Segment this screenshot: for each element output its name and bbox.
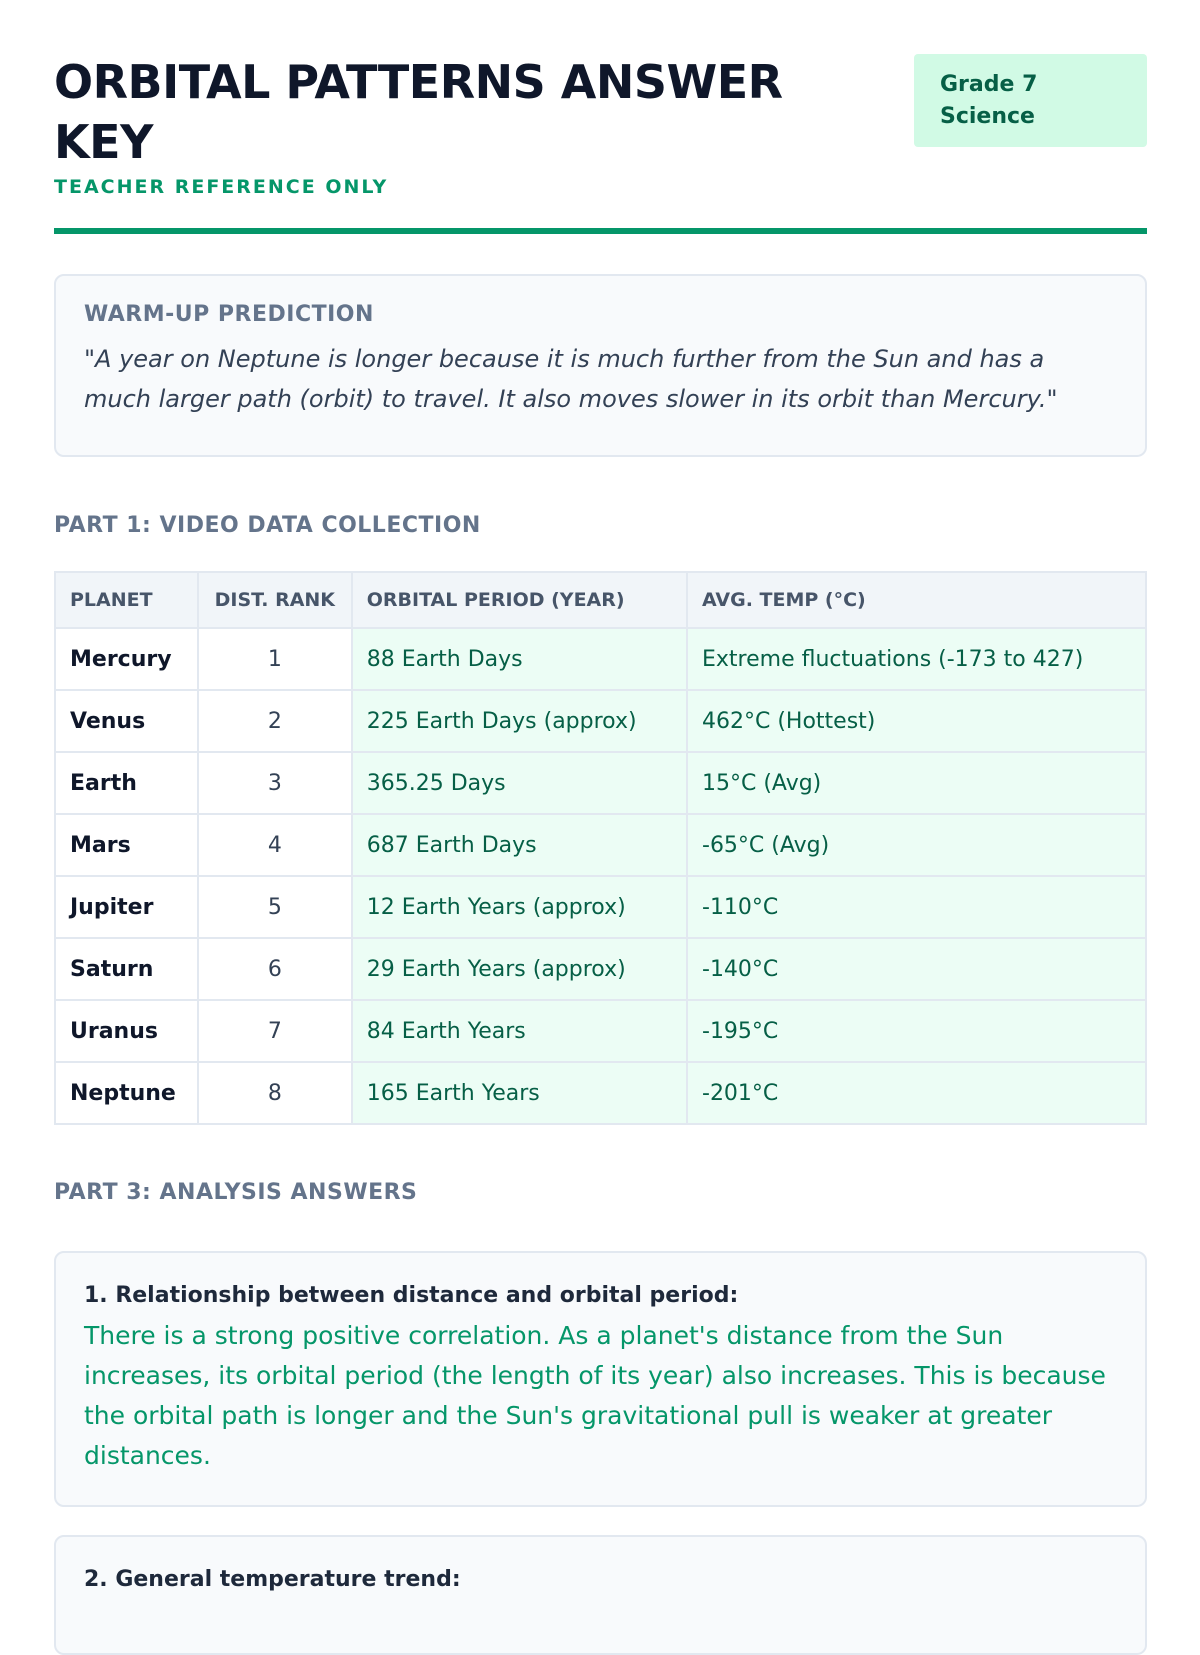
question-2-label: 2. General temperature trend: xyxy=(84,1567,461,1592)
planet-cell: Mars xyxy=(55,814,198,876)
column-header-temp: AVG. TEMP (°C) xyxy=(687,572,1146,628)
temp-cell: -140°C xyxy=(687,938,1146,1000)
question-1-label: 1. Relationship between distance and orbital period: xyxy=(84,1283,739,1308)
table-header-row xyxy=(55,572,1146,628)
planet-cell: Saturn xyxy=(55,938,198,1000)
temp-cell: -201°C xyxy=(687,1062,1146,1124)
analysis-card-2 xyxy=(54,1535,1147,1655)
planet-cell: Venus xyxy=(55,690,198,752)
rank-cell: 1 xyxy=(198,628,352,690)
table-row xyxy=(55,814,1146,876)
column-header-planet: PLANET xyxy=(55,572,198,628)
rank-cell: 6 xyxy=(198,938,352,1000)
page-title: ORBITAL PATTERNS ANSWER KEY xyxy=(54,55,783,169)
period-cell: 687 Earth Days xyxy=(352,814,687,876)
warmup-text: "A year on Neptune is longer because it is much further from the Sun and has a much larger path (orbit) to travel. It also moves slower in its orbit than Mercury." xyxy=(84,345,1058,413)
temp-cell: 462°C (Hottest) xyxy=(687,690,1146,752)
part1-heading: PART 1: VIDEO DATA COLLECTION xyxy=(54,513,481,538)
warmup-label: WARM-UP PREDICTION xyxy=(84,302,374,327)
period-cell: 165 Earth Years xyxy=(352,1062,687,1124)
period-cell: 225 Earth Days (approx) xyxy=(352,690,687,752)
planet-cell: Earth xyxy=(55,752,198,814)
table-row xyxy=(55,938,1146,1000)
analysis-card-1 xyxy=(54,1251,1147,1507)
table-row xyxy=(55,1062,1146,1124)
planet-data-table xyxy=(54,571,1147,1125)
planet-cell: Neptune xyxy=(55,1062,198,1124)
period-cell: 29 Earth Years (approx) xyxy=(352,938,687,1000)
temp-cell: 15°C (Avg) xyxy=(687,752,1146,814)
planet-cell: Mercury xyxy=(55,628,198,690)
period-cell: 84 Earth Years xyxy=(352,1000,687,1062)
temp-cell: -65°C (Avg) xyxy=(687,814,1146,876)
table-row xyxy=(55,690,1146,752)
rank-cell: 8 xyxy=(198,1062,352,1124)
period-cell: 365.25 Days xyxy=(352,752,687,814)
planet-cell: Uranus xyxy=(55,1000,198,1062)
rank-cell: 7 xyxy=(198,1000,352,1062)
rank-cell: 2 xyxy=(198,690,352,752)
table-row xyxy=(55,876,1146,938)
table-row xyxy=(55,752,1146,814)
question-1-answer: There is a strong positive correlation. As a planet's distance from the Sun increases, its orbital period (the length of its year) also increases. This is because the orbital path is longer and the Sun's gravitational pull is weaker at greater distances. xyxy=(84,1321,1106,1470)
temp-cell: -110°C xyxy=(687,876,1146,938)
period-cell: 88 Earth Days xyxy=(352,628,687,690)
rank-cell: 4 xyxy=(198,814,352,876)
table-row xyxy=(55,1000,1146,1062)
page-subtitle: TEACHER REFERENCE ONLY xyxy=(54,176,389,198)
temp-cell: -195°C xyxy=(687,1000,1146,1062)
temp-cell: Extreme fluctuations (-173 to 427) xyxy=(687,628,1146,690)
period-cell: 12 Earth Years (approx) xyxy=(352,876,687,938)
warmup-card xyxy=(54,274,1147,457)
page-header xyxy=(54,0,1147,234)
table-row xyxy=(55,628,1146,690)
planet-cell: Jupiter xyxy=(55,876,198,938)
grade-badge: Grade 7 Science xyxy=(914,54,1147,147)
column-header-rank: DIST. RANK xyxy=(198,572,352,628)
rank-cell: 5 xyxy=(198,876,352,938)
rank-cell: 3 xyxy=(198,752,352,814)
column-header-period: ORBITAL PERIOD (YEAR) xyxy=(352,572,687,628)
part3-heading: PART 3: ANALYSIS ANSWERS xyxy=(54,1180,418,1205)
answer-key-page xyxy=(54,0,1147,1592)
